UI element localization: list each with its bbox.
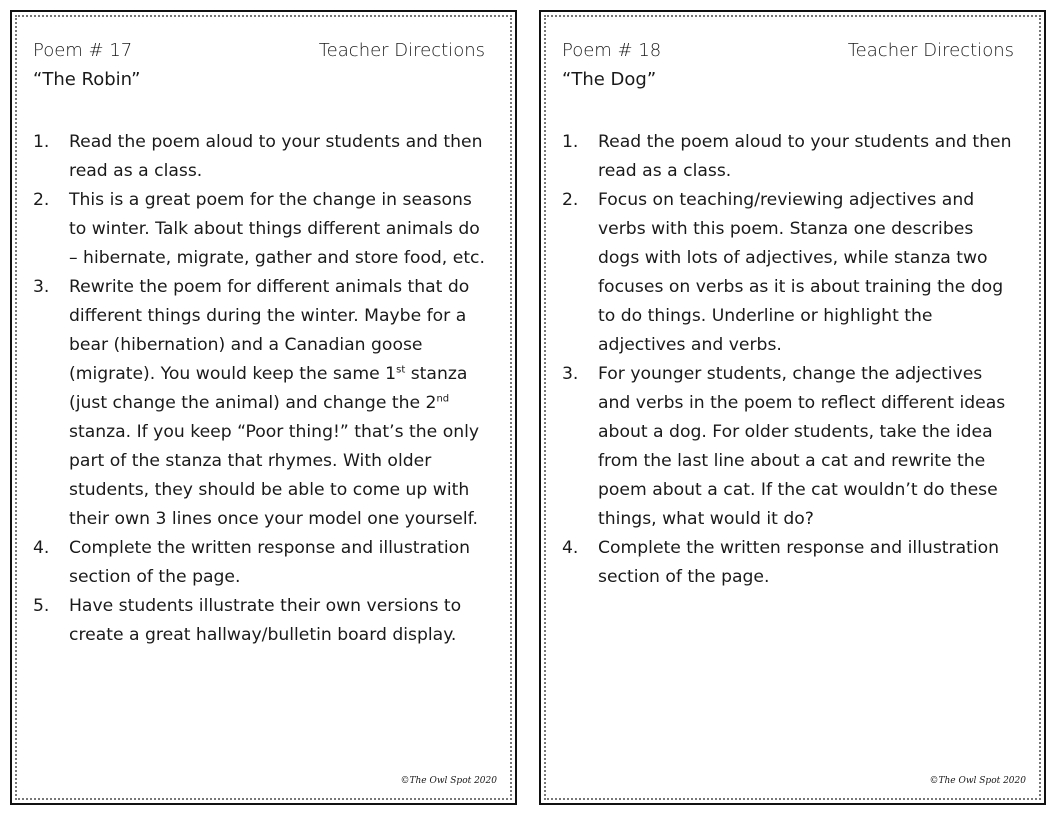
item-number: 2. <box>562 190 579 210</box>
poem-number: Poem # 17 <box>33 40 133 61</box>
list-item <box>33 128 487 186</box>
item-text-part: stanza (just change the animal) and change the 2 <box>69 364 468 413</box>
ordinal-suffix: nd <box>436 393 450 405</box>
item-number: 4. <box>33 538 50 558</box>
item-number: 4. <box>562 538 579 558</box>
item-text: For younger students, change the adjectives and verbs in the poem to reflect different ideas about a dog. For older students, take the idea from the last line about a cat and rewrite the poem about a cat. If the cat wouldn’t do these things, what would it do? <box>598 364 1006 529</box>
item-text: This is a great poem for the change in seasons to winter. Talk about things different animals do – hibernate, migrate, gather and store food, etc. <box>69 190 485 268</box>
list-item <box>562 360 1016 534</box>
item-number: 3. <box>33 277 50 297</box>
list-item <box>33 186 487 273</box>
item-text <box>69 273 487 534</box>
directions-list <box>562 128 1016 592</box>
item-number: 5. <box>33 596 50 616</box>
copyright-notice: ©The Owl Spot 2020 <box>400 776 497 786</box>
card-header <box>33 36 485 65</box>
list-item <box>33 273 487 534</box>
list-item <box>33 534 487 592</box>
item-text-part: stanza. If you keep “Poor thing!” that’s the only part of the stanza that rhymes. With older students, they should be able to come up with their own 3 lines once your model one yourself. <box>69 422 480 529</box>
poem-number: Poem # 18 <box>562 40 662 61</box>
list-item <box>33 592 487 650</box>
list-item <box>562 128 1016 186</box>
poem-17-card <box>10 10 517 805</box>
teacher-directions-label: Teacher Directions <box>847 40 1014 61</box>
item-text: Have students illustrate their own versions to create a great hallway/bulletin board display. <box>69 596 462 645</box>
item-number: 2. <box>33 190 50 210</box>
item-text: Complete the written response and illustration section of the page. <box>598 538 1000 587</box>
item-text: Read the poem aloud to your students and then read as a class. <box>598 132 1012 181</box>
ordinal-suffix: st <box>396 364 406 376</box>
poem-title: “The Robin” <box>33 69 141 90</box>
item-text: Read the poem aloud to your students and then read as a class. <box>69 132 483 181</box>
list-item <box>562 186 1016 360</box>
item-text: Focus on teaching/reviewing adjectives and verbs with this poem. Stanza one describes dogs with lots of adjectives, while stanza two focuses on verbs as it is about training the dog to do things. Underline or highlight the adjectives and verbs. <box>598 190 1004 355</box>
item-text-part: Rewrite the poem for different animals that do different things during the winter. Maybe for a bear (hibernation) and a Canadian goose (migrate). You would keep the same 1 <box>69 277 470 384</box>
poem-title: “The Dog” <box>562 69 657 90</box>
poem-18-card <box>539 10 1046 805</box>
list-item <box>562 534 1016 592</box>
teacher-directions-label: Teacher Directions <box>318 40 485 61</box>
card-header <box>562 36 1014 65</box>
item-number: 1. <box>33 132 50 152</box>
copyright-notice: ©The Owl Spot 2020 <box>929 776 1026 786</box>
item-number: 3. <box>562 364 579 384</box>
item-text: Complete the written response and illustration section of the page. <box>69 538 471 587</box>
directions-list <box>33 128 487 650</box>
item-number: 1. <box>562 132 579 152</box>
